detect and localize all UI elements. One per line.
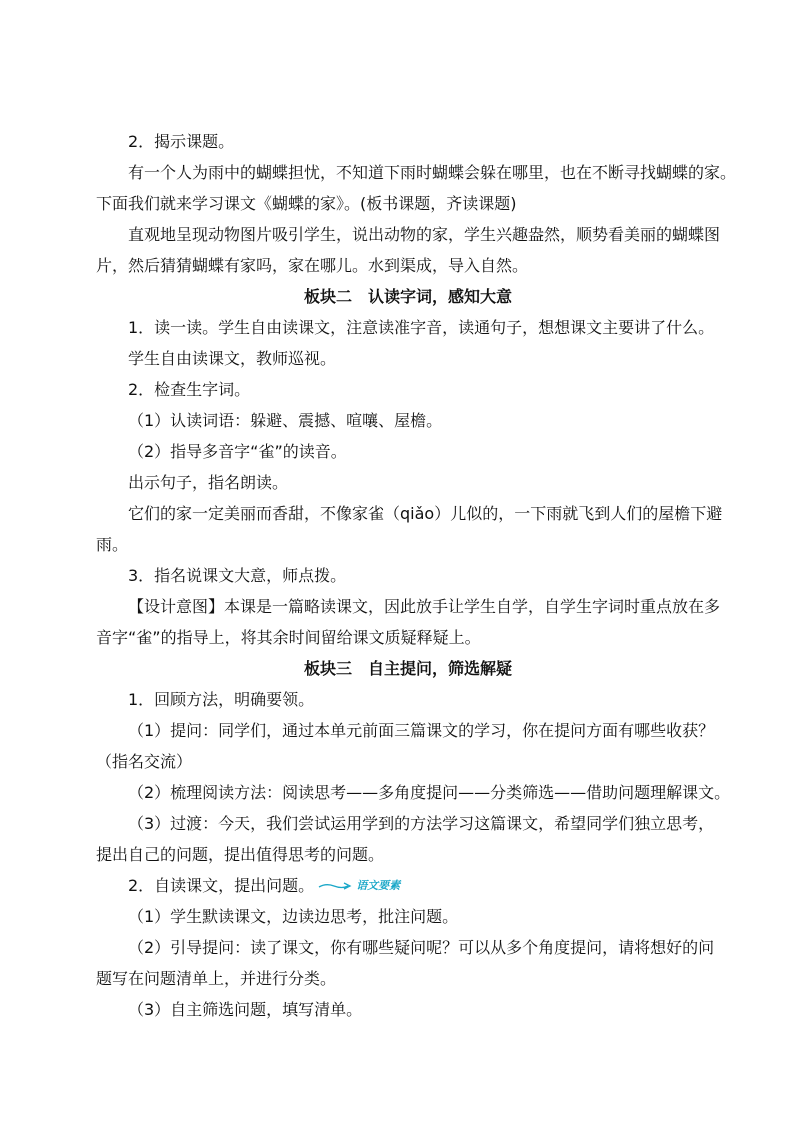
section-title: 自主提问，筛选解疑 xyxy=(368,659,513,678)
paragraph-line: （2）梳理阅读方法：阅读思考——多角度提问——分类筛选——借助问题理解课文。 xyxy=(128,783,731,802)
paragraph-line: （2）指导多音字“雀”的读音。 xyxy=(128,442,347,461)
paragraph-line: 1．回顾方法，明确要领。 xyxy=(128,690,315,709)
annotation-tag: 语文要素 xyxy=(356,879,401,892)
section-title: 认读字词，感知大意 xyxy=(368,287,513,306)
section-heading-block-2 xyxy=(96,281,720,312)
paragraph-line: （1）认读词语：躲避、震撼、喧嚷、屋檐。 xyxy=(128,411,443,430)
arrow-right-icon xyxy=(318,881,352,891)
paragraph-line: 3．指名说课文大意，师点拨。 xyxy=(128,566,347,585)
design-intent-line: 【设计意图】本课是一篇略读课文，因此放手让学生自学，自学生字词时重点放在多 xyxy=(128,597,721,616)
paragraph-line: （1）提问：同学们，通过本单元前面三篇课文的学习，你在提问方面有哪些收获？ xyxy=(128,721,715,740)
section-number: 板块三 xyxy=(303,659,352,678)
lesson-plan-body xyxy=(96,126,737,1025)
paragraph-line: 直观地呈现动物图片吸引学生，说出动物的家，学生兴趣盎然，顺势看美丽的蝴蝶图 xyxy=(128,225,721,244)
paragraph-line: 出示句子，指名朗读。 xyxy=(128,473,289,492)
paragraph-line: 雨。 xyxy=(96,535,129,554)
paragraph-line: 提出自己的问题，提出值得思考的问题。 xyxy=(96,845,385,864)
paragraph-line: 题写在问题清单上，并进行分类。 xyxy=(96,969,337,988)
step-2-reveal-title: 2．揭示课题。 xyxy=(128,132,235,151)
paragraph-line: 有一个人为雨中的蝴蝶担忧，不知道下雨时蝴蝶会躲在哪里，也在不断寻找蝴蝶的家。 xyxy=(128,163,737,182)
paragraph-line: 下面我们就来学习课文《蝴蝶的家》。(板书课题，齐读课题) xyxy=(96,194,517,213)
section-number: 板块二 xyxy=(303,287,352,306)
paragraph-line: （3）自主筛选问题，填写清单。 xyxy=(128,1000,363,1019)
paragraph-line: 1．读一读。学生自由读课文，注意读准字音，读通句子，想想课文主要讲了什么。 xyxy=(128,318,715,337)
paragraph-line: （2）引导提问：读了课文，你有哪些疑问呢？可以从多个角度提问，请将想好的问 xyxy=(128,938,715,957)
paragraph-line: （1）学生默读课文，边读边思考，批注问题。 xyxy=(128,907,459,926)
paragraph-line: 它们的家一定美丽而香甜，不像家雀（qiǎo）儿似的，一下雨就飞到人们的屋檐下避 xyxy=(128,504,723,523)
step-text: 2．自读课文，提出问题。 xyxy=(128,876,315,895)
paragraph-line: 学生自由读课文，教师巡视。 xyxy=(128,349,337,368)
paragraph-line: （3）过渡：今天，我们尝试运用学到的方法学习这篇课文，希望同学们独立思考， xyxy=(128,814,715,833)
paragraph-line: （指名交流） xyxy=(96,752,193,771)
design-intent-line: 音字“雀”的指导上，将其余时间留给课文质疑释疑上。 xyxy=(96,628,481,647)
annotated-item xyxy=(128,870,400,901)
paragraph-line: 片，然后猜猜蝴蝶有家吗，家在哪儿。水到渠成，导入自然。 xyxy=(96,256,529,275)
step-2-read-and-ask xyxy=(96,870,720,901)
section-heading-block-3 xyxy=(96,653,720,684)
paragraph-line: 2．检查生字词。 xyxy=(128,380,251,399)
